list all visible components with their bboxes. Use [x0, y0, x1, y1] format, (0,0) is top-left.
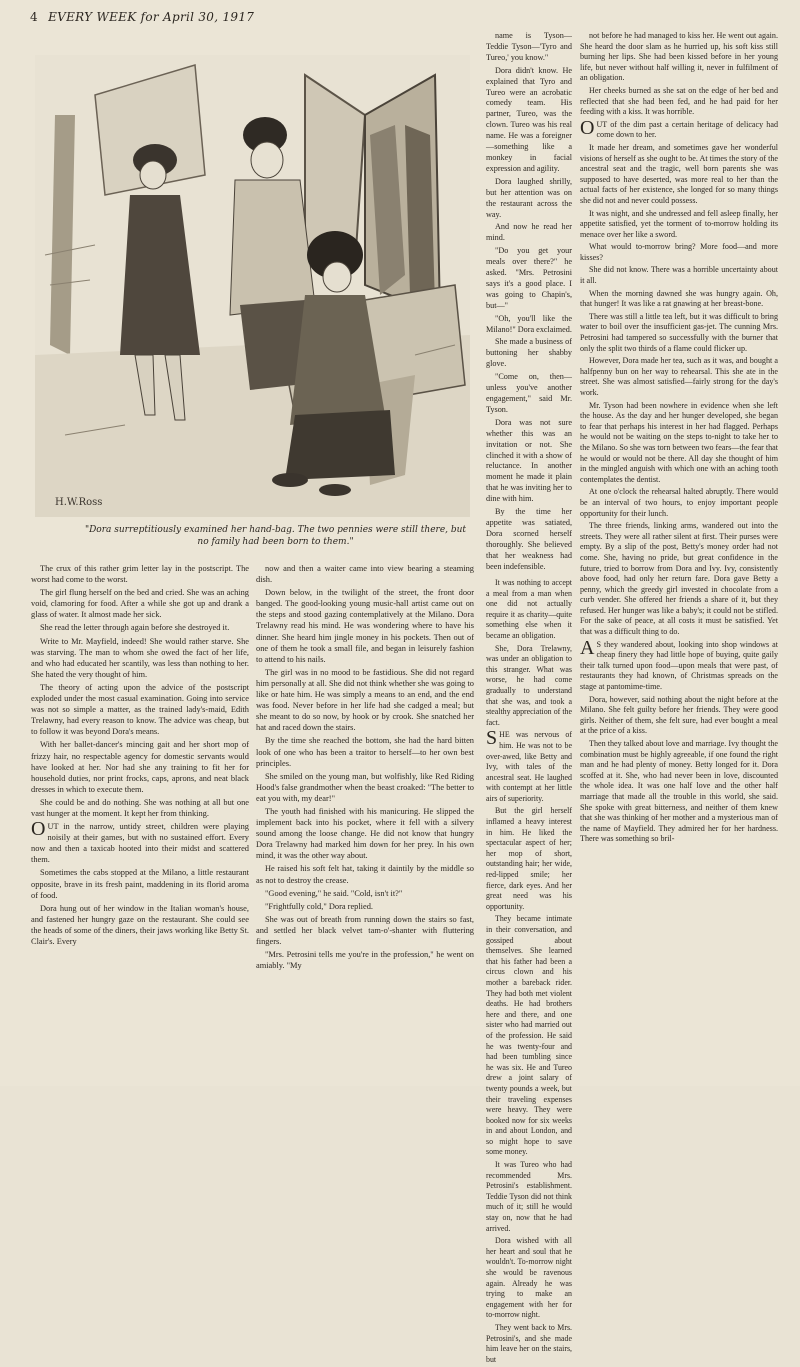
paragraph: They became intimate in their conversation, and gossiped about themselves. She learned that his father had been a circus clown and his mother a bareback rider. They had both met violent deaths. He had brothers here and there, and one sister who had married out of the profession. He said he was twenty-four and had been tumbling since he was six. He and Tureo drew a joint salary of twenty pounds a week, but their traveling expenses were heavy. They were booked now for six weeks in and about London, and so might hope to save some money. [486, 914, 572, 1157]
paragraph: "Good evening," he said. "Cold, isn't it?" [265, 888, 403, 898]
paragraph: He raised his soft felt hat, taking it daintily by the middle so as not to destroy the crease. [256, 864, 474, 885]
paragraph: Sometimes the cabs stopped at the Milano, a little restaurant opposite, brave in its fresh paint, maddening in its florid aroma of food. [31, 868, 249, 900]
paragraph: They went back to Mrs. Petrosini's, and she made him leave her on the stairs, but [486, 1322, 572, 1364]
paragraph: By the time her appetite was satiated, Dora scorned herself thoroughly. She believed that her weakness had been indefensible. [486, 507, 572, 571]
paragraph: She could be and do nothing. She was nothing at all but one vast hunger at the moment. It kept her from thinking. [31, 797, 249, 818]
paragraph: She did not know. There was a horrible uncertainty about it all. [580, 265, 778, 286]
paragraph: It was nothing to accept a meal from a man when one did not actually require it as charity—quite something else when it became an obligation. [486, 578, 572, 640]
paragraph: And now he read her mind. [486, 222, 572, 243]
paragraph: "Frightfully cold," Dora replied. [265, 901, 374, 911]
paragraph: Mr. Tyson had been nowhere in evidence when she left the house. As the day and her hunger developed, she began to fear that perhaps his interest in her had flagged. Perhaps he would not be waiting on the steps to-night to take her to the Milano. So she was torn between two fears—the fear that he would or would not be there. All day she thought of him in the mingled anguish with which one with an aching tooth contemplates the dentist. [580, 400, 779, 484]
paragraph: What would to-morrow bring? More food—and more kisses? [580, 242, 778, 262]
page-header [30, 10, 254, 24]
paragraph: It made her dream, and sometimes gave her wonderful visions of herself as she ought to be. At times the story of the ancestral seat and the tragic, well born parents she was supposed to have deserted, was more real to her than the actual facts of her existence, she longed for so many things she did not and never could possess. [580, 142, 778, 205]
paragraph: name is Tyson—Teddie Tyson—'Tyro and Tureo,' you know." [486, 31, 572, 62]
paragraph: not before he had managed to kiss her. He went out again. She heard the door slam as he hurried up, his soft kiss still burning her lips. She had been kissed before in her young life, but never without half willing it, never in fulfilment of an obligation. [580, 31, 778, 83]
story-illustration [35, 55, 470, 517]
paragraph: The theory of acting upon the advice of the postscript exploded under the most casual examination. Going into service was not so simple a matter, as the trained lady's-maid, Edith Trelawny, had every reason to know. The advice was cheap, but to follow it was beyond Dora's means. [31, 682, 249, 737]
paragraph: "Oh, you'll like the Milano!" Dora exclaimed. [486, 313, 572, 334]
paragraph: When the morning dawned she was hungry again. Oh, that hunger! It was like a rat gnawing at her breast-bone. [580, 288, 778, 309]
paragraph: The girl flung herself on the bed and cried. She was an aching void, clamoring for food. After a while she got up and drank a glass of water. It almost made her sick. [31, 588, 249, 620]
artist-signature: H.W.Ross [55, 497, 103, 508]
paragraph: "Mrs. Petrosini tells me you're in the profession," he went on amiably. "My [256, 950, 474, 971]
paragraph: Dora, however, said nothing about the night before at the Milano. She felt guilty before her friends. They were good girls. Neither of them, she felt sure, had ever bought a meal at the price of a kiss. [580, 694, 778, 736]
running-title: EVERY WEEK for April 30, 1917 [48, 10, 255, 24]
paragraph: Then they talked about love and marriage. Ivy thought the combination must be highly agreeable, if one found the right man and he had plenty of money. Betty longed for it. Dora scoffed at it. She, who had never been in love, discounted the whole idea. It was one half love and the other half marriage that made all the trouble in this world, she said. She spoke with great bitterness, and neither of them knew that she was thinking of her mother and a mysterious man of the name of Mayfield. They admired her for her hardness. There was something so bril- [580, 739, 778, 844]
paragraph: With her ballet-dancer's mincing gait and her short mop of frizzy hair, no respectable agency for domestic servants would have looked at her. Nor had she any training to fit her for household duties, nor print frocks, caps, aprons, and neat black dresses in which to execute them. [31, 740, 249, 794]
illustration-drawing [35, 55, 470, 517]
paragraph: Her cheeks burned as she sat on the edge of her bed and reflected that she had been fed, and he had paid for her feeding with a kiss. It was horrible. [580, 85, 778, 117]
paragraph: Dora hung out of her window in the Italian woman's house, and fastened her hungry gaze on the restaurant. She could see the heads of some of the diners, their jaws working like Betty St. Clair's. Every [31, 903, 249, 946]
paragraph: The crux of this rather grim letter lay in the postscript. The worst had come to the worst. [31, 564, 249, 585]
paragraph: "Come on, then—unless you've another engagement," said Mr. Tyson. [486, 372, 572, 414]
paragraph: now and then a waiter came into view bearing a steaming dish. [256, 564, 474, 585]
column-3-bottom [486, 578, 572, 1367]
paragraph: It was Tureo who had recommended Mrs. Petrosini's establishment. Teddie Tyson did not think much of it; still he would stay on, now that he had arrived. [486, 1160, 572, 1233]
paragraph: Dora laughed shrilly, but her attention was on the restaurant across the way. [486, 176, 572, 219]
paragraph: OUT of the dim past a certain heritage of delicacy had come down to her. [580, 116, 778, 140]
paragraph: "Do you get your meals over there?" he asked. "Mrs. Petrosini says it's a good place. I was going to Chapin's, but—" [486, 246, 572, 310]
paragraph: SHE was nervous of him. He was not to be over-awed, like Betty and Ivy, with tales of the ancestral seat. He laughed with contempt at her little airs of superiority. [486, 727, 572, 803]
page-number: 4 [30, 10, 38, 24]
paragraph: But the girl herself inflamed a heavy interest in him. He liked the spectacular aspect of her; her mop of short, outstanding hair; her wide, red-lipped smile; her fierce, dark eyes. And her great need was his opportunity. [486, 806, 572, 911]
paragraph: She, Dora Trelawny, was under an obligation to this stranger. What was worse, he had come gradually to understand that she was, and took a stealthy appreciation of the fact. [486, 643, 572, 727]
paragraph: The youth had finished with his manicuring. He slipped the implement back into his pocket, where it fell with a silvery sound among the loose change. He did not know that hungry Dora Trelawny had marked him down for her prey. In his own mind, it was the other way about. [256, 806, 474, 861]
paragraph: She read the letter through again before she destroyed it. [40, 623, 230, 633]
paragraph: However, Dora made her tea, such as it was, and bought a halfpenny bun on her way to rehearsal. This she ate in the street. She was almost satisfied—fairly strong for the day's work. [580, 356, 778, 397]
paragraph: The girl was in no mood to be fastidious. She did not regard him personally at all. She did not think whether she was going to like or hate him. He was simply a means to an end, and the end was food. Never before in her life had she cadged a meal; but she meant to do so now, by hook or by crook. She snatched her hat and raced down the stairs. [256, 667, 474, 733]
paragraph: The three friends, linking arms, wandered out into the streets. They were all rather silent at first. Their purses were empty. By a slip of the post, Betty's money order had not come. She, having no pride, but great confidence in the future, tried to borrow from Dora and Ivy. Ivy, consistently above food, had only her return fare. Dora gave Betty a penny, which the greedy girl invested in chocolate from a curb vender. She offered her friends a share of it, but they refused. Her hunger was like a baby's; it could not be stifled. For the sake of peace, at all costs it must be satisfied. Yet that was a difficult thing to do. [580, 521, 778, 637]
column-2 [256, 563, 474, 973]
illustration-caption: "Dora surreptitiously examined her hand-bag. The two pennies were still there, but no family had been born to them." [84, 525, 467, 547]
column-4 [580, 31, 778, 847]
paragraph: Down below, in the twilight of the street, the front door banged. The good-looking young music-hall artist came out on the steps and stood gazing contemplatively at the Milano. Dora Trelawny read his mind. He was wondering where to have his dinner. She heard him jingle money in his pockets. Then out of one of them he took a small file, and began in leisurely fashion to attend to his nails. [256, 588, 474, 664]
paragraph: AS they wandered about, looking into shop windows at cheap finery they had little hope of buying, quite gaily their talk turned upon food—upon meals that were past, of restaurants they had known, of Christmas spreads on the stage at pantomime-time. [580, 636, 778, 692]
paragraph: She smiled on the young man, but wolfishly, like Red Riding Hood's false grandmother when the beast croaked: "The better to eat you with, my dear!" [256, 771, 474, 803]
paragraph: Dora didn't know. He explained that Tyro and Tureo were an acrobatic comedy team. His partner, Tureo, was the clown. Tureo was his real name. He was a foreigner—something like a monkey in facial expression and agility. [486, 65, 572, 173]
paragraph: Dora was not sure whether this was an invitation or not. She clinched it with a show of reluctance. In another moment he made it plain that he was inviting her to dine with him. [486, 417, 572, 504]
paragraph: Write to Mr. Mayfield, indeed! She would rather starve. She was starving. The man to whom she owed the fact of her life, and who had educated her scantily, was less than nothing to her. She hated the very thought of him. [31, 636, 249, 679]
paragraph: By the time she reached the bottom, she had the hard bitten look of one who has been a traitor to herself—to her own best principles. [256, 736, 474, 768]
paragraph: OUT in the narrow, untidy street, children were playing noisily at their games, but with no sustained effort. Every now and then a taxicab hooted into their midst and scattered them. [31, 818, 249, 865]
paragraph: She was out of breath from running down the stairs so fast, and settled her black velvet tam-o'-shanter with fluttering fingers. [256, 914, 474, 946]
paragraph: She made a business of buttoning her shabby glove. [486, 337, 572, 369]
paragraph: There was still a little tea left, but it was difficult to bring water to boil over the insufficient gas-jet. The cunning Mrs. Petrosini had tampered so successfully with the burner that only the split two thirds of a flame could flicker up. [580, 311, 778, 353]
paragraph: Dora wished with all her heart and soul that he wouldn't. To-morrow night she would be ravenous again. Already he was trying to make an engagement with her for to-morrow night. [486, 1236, 572, 1320]
column-1 [31, 563, 249, 949]
paragraph: At one o'clock the rehearsal halted abruptly. There would be an interval of two hours, to enjoy important people opportunity for their lunch. [580, 487, 778, 518]
paragraph: It was night, and she undressed and fell asleep finally, her appetite satisfied, yet the torment of to-morrow holding its menace over her like a sword. [580, 208, 778, 239]
column-3-top [486, 31, 572, 575]
